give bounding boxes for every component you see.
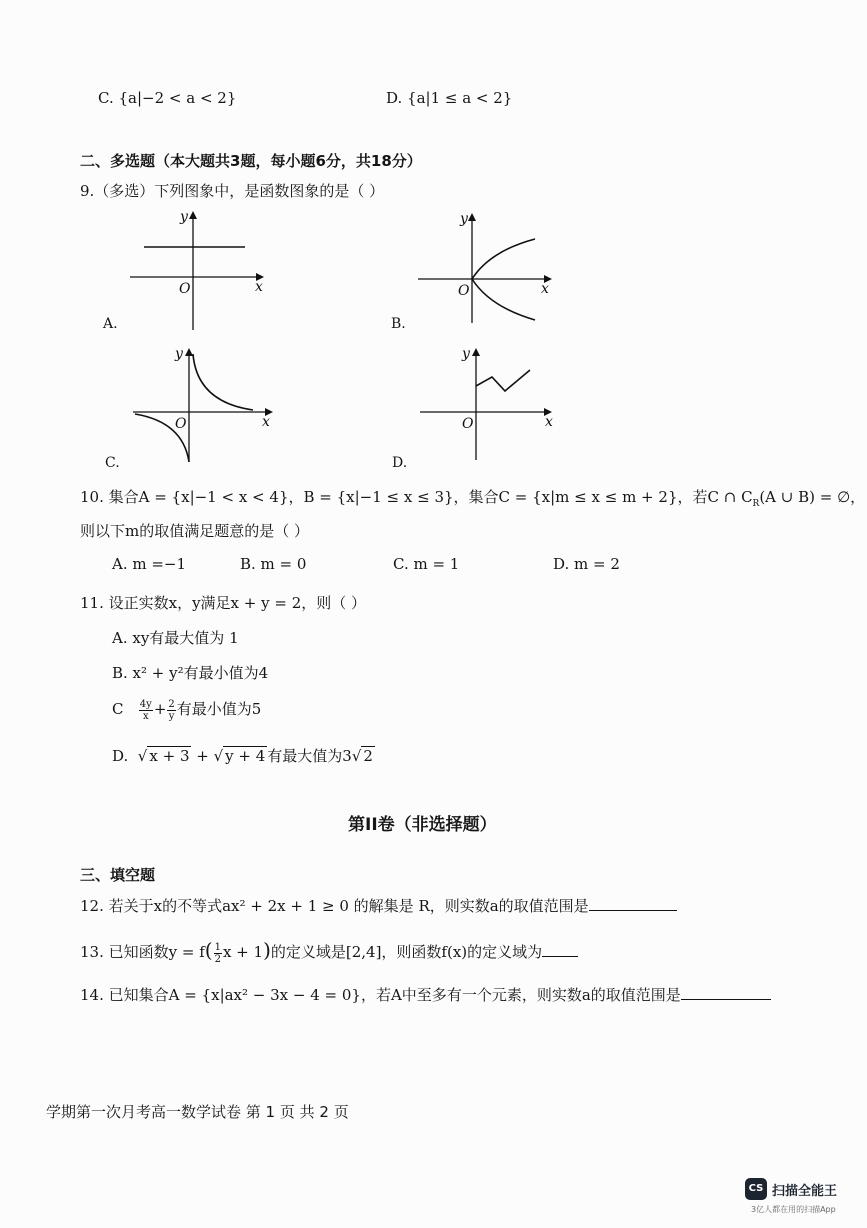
graph-a [100, 205, 280, 335]
q11-option-d-label: D. [112, 747, 129, 765]
q13-text-mid: x + 1 [222, 943, 264, 961]
graph-a-x-label: x [255, 279, 263, 295]
q10-stem-part1: 10. 集合A = {x|−1 < x < 4}，B = {x|−1 ≤ x ≤ 3}，集合C = {x|m ≤ x ≤ m + 2}，若C ∩ C [80, 488, 753, 506]
plus-sign: + [153, 700, 167, 718]
q11-option-c-tail: 有最小值为5 [176, 700, 262, 718]
q14-text: 14. 已知集合A = {x|ax² − 3x − 4 = 0}，若A中至多有一个元素，则实数a的取值范围是 [80, 986, 681, 1004]
q13-right-paren: ) [263, 938, 271, 962]
q11-option-b: B. x² + y²有最小值为4 [112, 664, 269, 682]
frac-denominator: 2 [214, 953, 221, 965]
graph-a-y-label: y [180, 209, 188, 225]
plus-sign: + [196, 747, 209, 765]
q11-option-d: D. √ x + 3 + √ y + 4 有最大值为3√ 2 [112, 747, 373, 765]
scanner-watermark [745, 1176, 855, 1220]
graph-a-origin: O [179, 281, 191, 297]
q14 [80, 984, 771, 1005]
part-2-title: 第II卷（非选择题） [348, 815, 497, 835]
q13-left-paren: ( [204, 938, 213, 962]
q8-option-d: D. {a|1 ≤ a < 2} [386, 89, 513, 107]
q12-answer-blank[interactable] [589, 896, 677, 911]
watermark-tagline: 3亿人都在用的扫描App [751, 1205, 836, 1214]
sqrt-radicand: x + 3 [149, 747, 190, 765]
q11-frac-2-y [167, 699, 175, 722]
graph-b-x-label: x [541, 281, 549, 297]
section-2-heading: 二、多选题（本大题共3题，每小题6分，共18分） [80, 152, 422, 170]
q13-text-post: 的定义域是[2,4]，则函数f(x)的定义域为 [270, 943, 543, 961]
q11-option-d-tail: 有最大值为3 [267, 747, 352, 765]
graph-b-y-label: y [460, 211, 468, 227]
q13 [80, 938, 578, 965]
graph-d [410, 340, 570, 465]
frac-numerator: 1 [214, 941, 221, 953]
frac-numerator: 2 [168, 698, 175, 710]
q10-line2: 则以下m的取值满足题意的是（ ） [80, 522, 309, 540]
q12 [80, 895, 677, 916]
q11-option-a: A. xy有最大值为 1 [112, 629, 239, 647]
graph-b-label: B. [391, 316, 406, 332]
q10-option-b: B. m = 0 [240, 555, 307, 573]
q11-option-c [112, 698, 261, 722]
q13-frac-half [214, 942, 222, 965]
graph-c-label: C. [105, 455, 120, 471]
q10-option-c: C. m = 1 [393, 555, 460, 573]
graph-c-origin: O [175, 416, 187, 432]
sqrt-radicand: y + 4 [225, 747, 266, 765]
q10-option-a: A. m =−1 [112, 555, 187, 573]
graph-d-label: D. [392, 455, 408, 471]
watermark-brand: 扫描全能王 [772, 1184, 838, 1199]
graph-d-x-label: x [545, 414, 553, 430]
q8-option-c: C. {a|−2 < a < 2} [98, 89, 237, 107]
q10-complement-subscript: R [752, 499, 760, 509]
graph-a-label: A. [103, 316, 118, 332]
camscanner-logo-icon: CS [745, 1178, 767, 1200]
sqrt-radicand: 2 [363, 747, 373, 765]
q9-stem: 9.（多选）下列图象中，是函数图象的是（ ） [80, 182, 385, 200]
frac-denominator: x [142, 710, 149, 722]
graph-b-origin: O [458, 283, 470, 299]
graph-d-y-label: y [462, 346, 470, 362]
page-footer: 学期第一次月考高一数学试卷 第 1 页 共 2 页 [46, 1103, 349, 1121]
graph-d-origin: O [462, 416, 474, 432]
frac-numerator: 4y [139, 698, 152, 710]
q10-option-d: D. m = 2 [553, 555, 620, 573]
frac-denominator: y [168, 710, 175, 722]
section-3-heading: 三、填空题 [80, 866, 156, 884]
q11-stem: 11. 设正实数x，y满足x + y = 2，则（ ） [80, 594, 367, 612]
graph-c [125, 340, 285, 465]
graph-c-x-label: x [262, 414, 270, 430]
q11-frac-4y-x [139, 699, 153, 722]
q13-answer-blank[interactable] [542, 942, 578, 957]
q10-stem-part2: (A ∪ B) = ∅， [759, 488, 866, 506]
q14-answer-blank[interactable] [681, 985, 771, 1000]
q10-line1 [80, 486, 865, 509]
graph-c-y-label: y [175, 346, 183, 362]
q11-option-c-label: C [112, 700, 124, 718]
q13-text-pre: 13. 已知函数y = f [80, 943, 205, 961]
q12-text: 12. 若关于x的不等式ax² + 2x + 1 ≥ 0 的解集是 R，则实数a的取值范围是 [80, 897, 589, 915]
graph-b [410, 205, 560, 330]
